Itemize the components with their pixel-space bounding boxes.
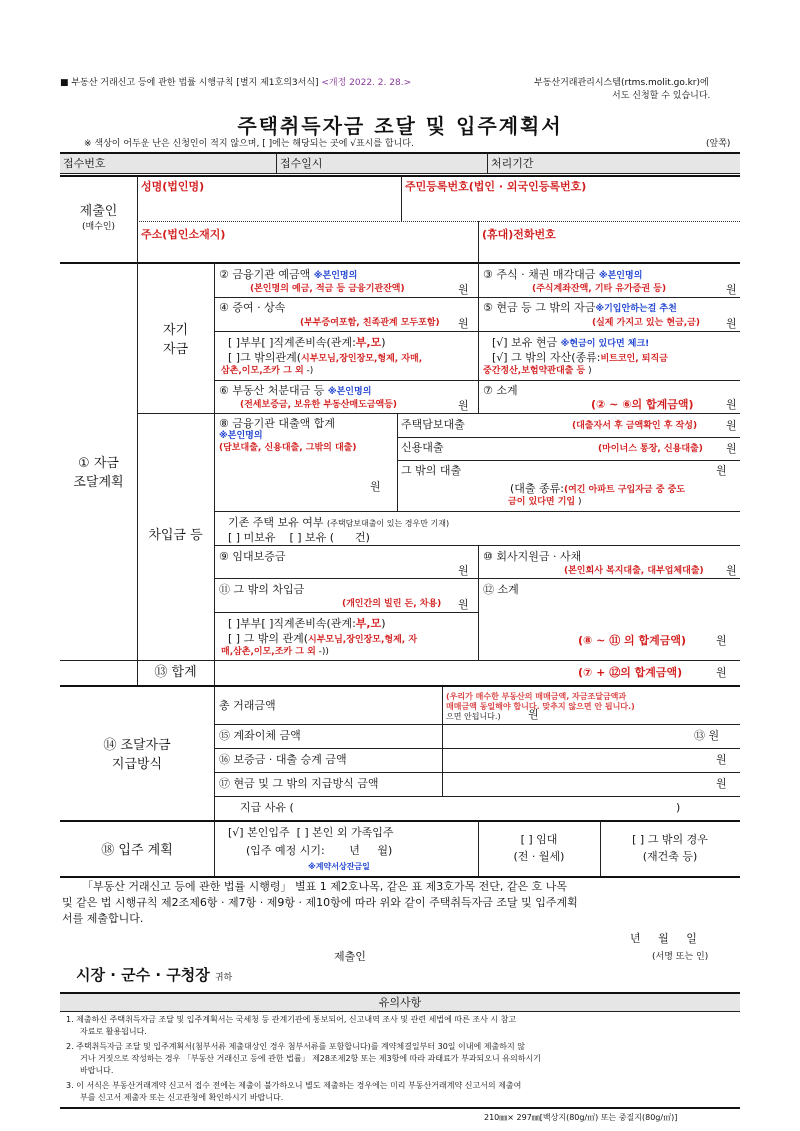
existing-house-options[interactable]: [ ] 미보유 [ ] 보유 ( 건) <box>228 531 370 544</box>
item13-total: ⑬ 합계 <box>154 665 197 680</box>
declaration-line-3: 서를 제출합니다. <box>62 912 144 925</box>
receipt-row <box>60 153 740 173</box>
relation-other-1-cont <box>221 366 313 377</box>
move-in-planned[interactable]: (입주 예정 시기: 년 월) <box>246 844 393 857</box>
item4-gift[interactable]: ④ 증여 · 상속 <box>219 301 286 314</box>
note-3b: 부를 신고서 제출자 또는 신고관청에 확인하시기 바랍니다. <box>80 1093 284 1102</box>
rtms-note-2: 서도 신청할 수 있습니다. <box>612 91 711 101</box>
declaration-line-1: 「부동산 거래신고 등에 관한 법률 시행령」 별표 1 제2호나목, 같은 표 제3호가목 전단, 같은 호 나목 <box>82 880 567 893</box>
mortgage-loan[interactable]: 주택담보대출 <box>401 418 465 431</box>
item5-hint: (실제 가지고 있는 현금,금) <box>592 318 700 328</box>
move-in-rent-sub: (전 · 월세) <box>513 850 565 863</box>
funding-plan-label-2: 조달계획 <box>73 475 124 490</box>
item10-company-support[interactable]: ⑩ 회사지원금 · 사채 <box>483 550 582 563</box>
item12-won: 원 <box>716 634 727 647</box>
recipient-office: 시장 · 군수 · 구청장 <box>76 966 210 984</box>
legal-basis-text: ■ 부동산 거래신고 등에 관한 법률 시행규칙 [별지 제1호의3서식] <box>60 78 322 88</box>
move-in-self[interactable]: [√] 본인입주 [ ] 본인 외 가족입주 <box>228 826 394 839</box>
rel3-label: [ ]부부[ ]직계존비속(관계: <box>228 617 356 630</box>
loan-type-label: (대출 종류: <box>510 482 564 495</box>
other-assets-label: [√] 그 밖의 자산(종류: <box>492 351 601 364</box>
other-assets-end: ) <box>588 366 592 376</box>
payment-method-label-1: ⑭ 조달자금 <box>103 738 171 753</box>
existing-house <box>228 516 449 530</box>
item3-hint: (주식계좌잔액, 기타 유가증권 등) <box>532 284 667 294</box>
declaration-date[interactable]: 년 월 일 <box>630 932 697 945</box>
item5-cash[interactable] <box>483 301 677 315</box>
item11-other-borrowing[interactable]: ⑪ 그 밖의 차입금 <box>219 583 305 596</box>
item17-cash-other[interactable]: ⑰ 현금 및 그 밖의 지급방식 금액 <box>219 777 379 790</box>
loans-label: 차입금 등 <box>148 528 203 543</box>
total-won: 원 <box>528 708 539 721</box>
loan-type-cont <box>508 497 582 508</box>
note-2b: 거나 거짓으로 작성하는 경우 「부동산 거래신고 등에 관한 법률」 제28조제2항 또는 제3항에 따라 과태료가 부과되오니 유의하시기 <box>80 1054 541 1063</box>
note-1b: 자료로 활용됩니다. <box>80 1027 147 1036</box>
loan-type[interactable] <box>510 482 685 496</box>
item4-hint: (부부증여포함, 친족관계 모두포함) <box>300 318 440 328</box>
field-phone[interactable]: (휴대)전화번호 <box>482 228 556 241</box>
loan-type-end: ) <box>578 497 582 507</box>
item7-hint: (② ~ ⑥의 합계금액) <box>591 398 694 411</box>
loan-type-value: (여긴 아파트 구입자금 중 중도 <box>564 485 685 495</box>
rtms-note-1: 부동산거래관리시스템(rtms.molit.go.kr)에 <box>534 78 709 88</box>
item8-hint: (담보대출, 신용대출, 그밖의 대출) <box>219 443 357 453</box>
total-hint-1: (우리가 매수한 부동산의 매매금액, 자금조달금액과 <box>446 692 627 701</box>
item2-note: ※본인명의 <box>313 271 358 281</box>
item7-won: 원 <box>726 398 737 411</box>
receipt-date: 접수일시 <box>280 157 323 170</box>
item3-stocks[interactable] <box>483 268 642 282</box>
note-1a: 1. 제출하신 주택취득자금 조달 및 입주계획서는 국세청 등 관계기관에 통보되어, 신고내역 조사 및 관련 세법에 따른 조사 시 참고 <box>66 1015 517 1024</box>
item10-won: 원 <box>726 564 737 577</box>
rel3-value: 부,모 <box>355 617 382 630</box>
item5-note: ※기입안하는걸 추천 <box>595 304 677 314</box>
item6-won: 원 <box>458 399 469 412</box>
submitter-sub: (매수인) <box>81 222 116 232</box>
item17-won: 원 <box>716 777 727 790</box>
item6-property-sale[interactable] <box>219 384 371 398</box>
other-loan-won: 원 <box>716 464 727 477</box>
relation-family-2[interactable] <box>228 617 386 631</box>
field-address[interactable]: 주소(법인소재지) <box>141 228 226 241</box>
mortgage-hint: (대출자서 후 금액확인 후 작성) <box>572 421 698 431</box>
own-funds-label-1: 자기 <box>162 323 189 338</box>
rel4-end: -)) <box>318 647 329 657</box>
item7-subtotal[interactable]: ⑦ 소계 <box>483 384 518 397</box>
move-in-rent[interactable]: [ ] 임대 <box>520 833 558 846</box>
rel1-end: ) <box>381 336 386 349</box>
rel2-label: [ ]그 밖의관계( <box>228 351 301 364</box>
other-assets-value-2: 중간정산,보험약관대출 등 <box>483 366 586 376</box>
item12-hint: (⑧ ~ ⑪ 의 합계금액) <box>578 634 687 647</box>
signature-field[interactable]: (서명 또는 인) <box>652 952 709 962</box>
other-loan[interactable]: 그 밖의 대출 <box>401 464 462 477</box>
cash-holding-label: [√] 보유 현금 <box>492 336 558 349</box>
rel4-label: [ ] 그 밖의 관계( <box>228 632 308 645</box>
total-hint-2: 매매금액 동일해야 합니다. 맞추지 않으면 안 됩니다.) <box>446 702 635 711</box>
note-2c: 바랍니다. <box>80 1066 114 1075</box>
relation-other-2[interactable] <box>228 632 417 646</box>
payment-reason-end: ) <box>676 801 681 814</box>
field-reg-no[interactable]: 주민등록번호(법인 · 외국인등록번호) <box>405 180 587 193</box>
declaration-line-2: 및 같은 법 시행규칙 제2조제6항 · 제7항 · 제9항 · 제10항에 따라 위와 같이 주택취득자금 조달 및 입주계획 <box>62 896 578 909</box>
item8-note: ※본인명의 <box>219 431 263 441</box>
relation-other-2-cont <box>221 647 329 658</box>
payment-method-label-2: 지급방식 <box>111 757 163 772</box>
move-in-label: ⑱ 입주 계획 <box>101 843 173 858</box>
item2-deposits[interactable] <box>219 268 357 282</box>
item10-hint: (본인회사 복지대출, 대부업체대출) <box>564 566 704 576</box>
item3-label: ③ 주식 · 채권 매각대금 <box>483 268 596 281</box>
item3-note: ※본인명의 <box>598 271 643 281</box>
rel4-value: 시부모님,장인장모,형제, 자 <box>308 635 418 645</box>
rel1-value: 부,모 <box>355 336 382 349</box>
other-assets-cont <box>483 366 592 377</box>
credit-loan[interactable]: 신용대출 <box>401 441 444 454</box>
item16-deposit-assumption[interactable]: ⑯ 보증금 · 대출 승계 금액 <box>219 753 347 766</box>
move-in-other-sub: (재건축 등) <box>642 850 698 863</box>
item6-label: ⑥ 부동산 처분대금 등 <box>219 384 325 397</box>
item16-won: 원 <box>716 753 727 766</box>
recipient <box>76 964 232 985</box>
existing-house-note: (주택담보대출이 있는 경우만 기재) <box>327 519 450 528</box>
other-assets-check[interactable] <box>492 351 668 365</box>
legal-basis-note <box>60 78 411 89</box>
submitter-label: 제출인 <box>79 204 118 219</box>
loan-type-value-2: 금이 있다면 기입 <box>508 497 576 507</box>
item15-ref: ⑬ 원 <box>694 729 720 742</box>
item8-loans-total[interactable]: ⑧ 금융기관 대출액 합계 <box>219 417 335 430</box>
item2-won: 원 <box>458 283 469 296</box>
relation-family-1[interactable] <box>228 336 386 350</box>
item3-won: 원 <box>726 283 737 296</box>
cash-holding-note: ※현금이 있다면 체크! <box>560 339 650 349</box>
notes-title: 유의사항 <box>378 996 422 1009</box>
item6-note: ※본인명의 <box>327 387 372 397</box>
item6-hint: (전세보증금, 보유한 부동산매도금액등) <box>240 400 398 410</box>
page-title: 주택취득자금 조달 및 입주계획서 <box>237 114 563 138</box>
item4-won: 원 <box>458 317 469 330</box>
declaration-submitter: 제출인 <box>334 950 366 963</box>
own-funds-label-2: 자금 <box>162 342 189 357</box>
item13-hint: (⑦ + ⑫의 합계금액) <box>578 666 683 679</box>
item2-hint: (본인명의 예금, 적금 등 금융기관잔액) <box>250 284 405 294</box>
total-hint-3: 으면 안됩니다.) <box>446 712 501 721</box>
item11-won: 원 <box>458 598 469 611</box>
relation-other-1[interactable] <box>228 351 422 365</box>
note-2a: 2. 주택취득자금 조달 및 입주계획서(첨부서류 제출대상인 경우 첨부서류를 포함합니다)를 계약체결일부터 30일 이내에 제출하지 않 <box>66 1042 525 1051</box>
credit-hint: (마이너스 통장, 신용대출) <box>598 444 703 454</box>
page-side: (앞쪽) <box>706 139 731 149</box>
rel2-end: -) <box>306 366 314 376</box>
rel1-label: [ ]부부[ ]직계존비속(관계: <box>228 336 356 349</box>
mortgage-won: 원 <box>726 419 737 432</box>
rel4-value-2: 매,삼촌,이모,조카 그 외 <box>221 647 316 657</box>
other-assets-value: 비트코인, 퇴직금 <box>600 354 668 364</box>
item8-won: 원 <box>370 480 381 493</box>
item15-transfer[interactable]: ⑮ 계좌이체 금액 <box>219 729 301 742</box>
total-transaction-amount[interactable]: 총 거래금액 <box>219 699 276 712</box>
note-3a: 3. 이 서식은 부동산거래계약 신고서 접수 전에는 제출이 불가하오니 별도 제출하는 경우에는 미리 부동산거래계약 신고서의 제출여 <box>66 1081 522 1090</box>
recipient-suffix: 귀하 <box>214 973 233 983</box>
rel2-value-2: 삼촌,이모,조카 그 외 <box>221 366 304 376</box>
item5-label: ⑤ 현금 등 그 밖의 자금 <box>483 301 596 314</box>
item9-rental-deposit[interactable]: ⑨ 임대보증금 <box>219 550 286 563</box>
processing-period: 처리기간 <box>491 157 534 170</box>
amend-date: <개정 2022. 2. 28.> <box>321 78 412 88</box>
paper-spec: 210㎜× 297㎜[백상지(80g/㎡) 또는 중질지(80g/㎡)] <box>484 1113 678 1122</box>
field-name[interactable]: 성명(법인명) <box>141 180 205 193</box>
item5-won: 원 <box>726 317 737 330</box>
item11-hint: (개인간의 빌린 돈, 차용) <box>342 599 442 609</box>
credit-won: 원 <box>726 442 737 455</box>
rel3-end: ) <box>381 617 386 630</box>
cash-holding-check[interactable] <box>492 336 649 350</box>
receipt-no: 접수번호 <box>63 157 106 170</box>
item13-won: 원 <box>716 666 727 679</box>
move-in-planned-note: ※계약서상잔금일 <box>308 862 370 871</box>
rel2-value: 시부모님,장인장모,형제, 자매, <box>301 354 423 364</box>
funding-plan-label-1: ① 자금 <box>78 456 119 471</box>
item12-subtotal[interactable]: ⑫ 소계 <box>483 583 519 596</box>
item2-label: ② 금융기관 예금액 <box>219 268 311 281</box>
payment-reason[interactable]: 지급 사유 ( <box>240 801 294 814</box>
instruction-notice: ※ 색상이 어두운 난은 신청인이 적지 않으며, [ ]에는 해당되는 곳에 √표시를 합니다. <box>84 139 414 149</box>
item9-won: 원 <box>458 564 469 577</box>
move-in-other[interactable]: [ ] 그 밖의 경우 <box>632 833 708 846</box>
existing-house-label: 기존 주택 보유 여부 <box>228 516 324 529</box>
